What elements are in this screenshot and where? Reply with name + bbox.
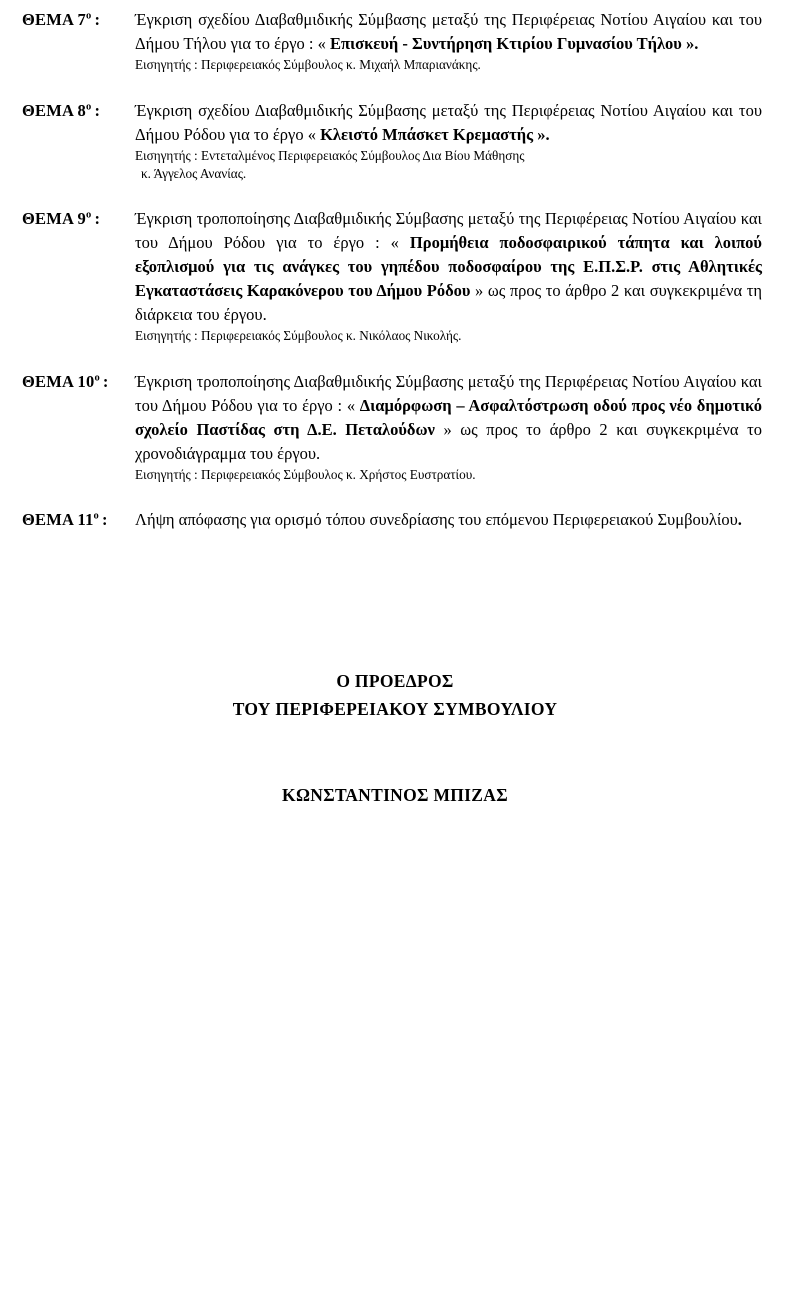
spacer-after-item-10 [0,484,800,508]
agenda-item-8 [0,99,800,183]
agenda-item-7 [0,8,800,74]
agenda-item-8-text [135,99,762,147]
agenda-item-9 [0,207,800,345]
agenda-item-10-label [0,370,135,394]
text-run-bold: Επισκευή - Συντήρηση Κτιρίου Γυμνασίου Τήλου » [330,34,695,53]
agenda-item-7-colon: : [94,10,101,29]
text-run-bold: Προμήθεια ποδοσφαιρικού τάπητα και λοιπού εξοπλισμού για τις ανάγκες του γηπέδου ποδοσφαίρου της Ε.Π.Σ.Ρ. στις Αθλητικές Εγκαταστάσεις Καρακόνερου του Δήμου Ρόδου [135,233,762,300]
text-run: » ως προς το άρθρο 2 και συγκεκριμένα το χρονοδιάγραμμα του έργου. [135,420,762,463]
agenda-item-7-text [135,8,762,56]
agenda-item-11-body [135,508,800,532]
top-spacer [0,0,800,8]
agenda-item-9-superscript: ο [86,209,92,221]
agenda-item-11-label [0,508,135,532]
agenda-item-8-superscript: ο [86,101,92,113]
agenda-item-11-superscript: ο [93,510,99,522]
text-run-bold: . [737,510,742,529]
text-run-bold: Κλειστό Μπάσκετ Κρεμαστής » [320,125,546,144]
text-run: Έγκριση σχεδίου Διαβαθμιδικής Σύμβασης μεταξύ της Περιφέρειας Νοτίου Αιγαίου και του Δήμου Ρόδου για το έργο « [135,101,762,144]
agenda-item-7-label [0,8,135,32]
agenda-item-7-body [135,8,800,74]
text-run-bold: . [545,125,550,144]
text-run: » ως προς το άρθρο 2 και συγκεκριμένα τη διάρκεια του έργου. [135,281,762,324]
signature-block [0,667,800,809]
agenda-item-9-presenter: Εισηγητής : Περιφερειακός Σύμβουλος κ. Νικόλαος Νικολής. [135,328,462,343]
agenda-item-7-label-text: ΘΕΜΑ 7 [22,10,86,29]
text-run: Έγκριση τροποποίησης Διαβαθμιδικής Σύμβασης μεταξύ της Περιφέρειας Νοτίου Αιγαίου και του Δήμου Ρόδου για το έργο : « [135,209,762,252]
agenda-item-9-body [135,207,800,345]
agenda-item-8-presenter: Εισηγητής : Εντεταλμένος Περιφερειακός Σύμβουλος Δια Βίου Μάθησης [135,148,525,163]
agenda-item-10 [0,370,800,484]
agenda-item-7-superscript: ο [86,10,92,22]
agenda-item-8-presenter-name: κ. Άγγελος Ανανίας. [141,166,247,181]
agenda-item-8-body [135,99,800,183]
spacer-after-item-9 [0,345,800,370]
agenda-item-10-presenter: Εισηγητής : Περιφερειακός Σύμβουλος κ. Χρήστος Ευστρατίου. [135,467,476,482]
agenda-item-10-text [135,370,762,466]
spacer-after-item-7 [0,74,800,99]
agenda-item-7-presenter: Εισηγητής : Περιφερειακός Σύμβουλος κ. Μιχαήλ Μπαριανάκης. [135,57,481,72]
text-run-bold: Διαμόρφωση – Ασφαλτόστρωση οδού προς νέο δημοτικό σχολείο Παστίδας στη Δ.Ε. Πεταλούδων [135,396,762,439]
agenda-item-11-label-text: ΘΕΜΑ 11 [22,510,94,529]
signature-name: ΚΩΝΣΤΑΝΤΙΝΟΣ ΜΠΙΖΑΣ [282,785,508,805]
signature-gap [30,723,760,781]
agenda-item-11-colon: : [102,510,108,529]
agenda-item-11-text [135,508,762,532]
agenda-item-9-label-text: ΘΕΜΑ 9 [22,209,86,228]
agenda-item-11 [0,508,800,532]
signature-title-line-1: Ο ΠΡΟΕΔΡΟΣ [336,671,454,691]
agenda-item-10-body [135,370,800,484]
agenda-item-10-colon: : [102,372,109,391]
agenda-item-9-label [0,207,135,231]
text-run-bold: . [694,34,699,53]
agenda-item-8-label [0,99,135,123]
text-run: Έγκριση σχεδίου Διαβαθμιδικής Σύμβασης μεταξύ της Περιφέρειας Νοτίου Αιγαίου και του Δήμου Τήλου για το έργο : « [135,10,762,53]
agenda-item-9-text [135,207,762,327]
agenda-item-10-label-text: ΘΕΜΑ 10 [22,372,95,391]
text-run: Έγκριση τροποποίησης Διαβαθμιδικής Σύμβασης μεταξύ της Περιφέρειας Νοτίου Αιγαίου και του Δήμου Ρόδου για το έργο : « [135,372,762,415]
agenda-item-8-label-text: ΘΕΜΑ 8 [22,101,86,120]
text-run: Λήψη απόφασης για ορισμό τόπου συνεδρίασης του επόμενου Περιφερειακού Συμβουλίου [135,510,738,529]
spacer-before-signature [0,532,800,667]
spacer-after-item-8 [0,183,800,207]
agenda-item-10-superscript: ο [94,372,100,384]
signature-title-line-2: ΤΟΥ ΠΕΡΙΦΕΡΕΙΑΚΟΥ ΣΥΜΒΟΥΛΙΟΥ [232,699,558,719]
agenda-item-8-colon: : [94,101,101,120]
agenda-item-9-colon: : [94,209,101,228]
